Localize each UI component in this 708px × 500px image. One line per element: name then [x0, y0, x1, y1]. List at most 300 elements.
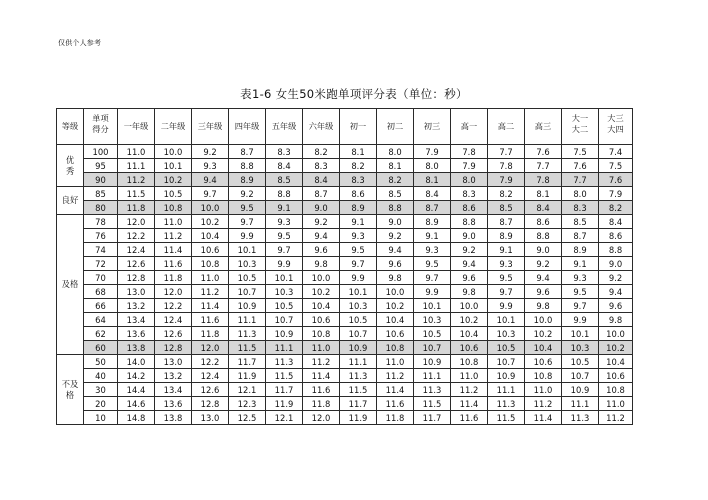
- time-cell: 9.6: [599, 299, 633, 313]
- time-cell: 10.3: [340, 299, 377, 313]
- time-cell: 7.5: [599, 159, 633, 173]
- time-cell: 10.3: [562, 341, 599, 355]
- time-cell: 10.7: [229, 285, 266, 299]
- time-cell: 8.8: [451, 215, 488, 229]
- time-cell: 11.4: [303, 369, 340, 383]
- time-cell: 9.0: [451, 229, 488, 243]
- time-cell: 12.8: [118, 271, 155, 285]
- time-cell: 7.7: [525, 159, 562, 173]
- time-cell: 14.4: [118, 383, 155, 397]
- time-cell: 7.6: [562, 159, 599, 173]
- time-cell: 10.2: [599, 341, 633, 355]
- time-cell: 11.4: [525, 411, 562, 425]
- time-cell: 10.8: [303, 327, 340, 341]
- time-cell: 13.4: [155, 383, 192, 397]
- table-row: [57, 299, 633, 313]
- time-cell: 10.9: [562, 383, 599, 397]
- time-cell: 9.3: [414, 243, 451, 257]
- time-cell: 8.6: [340, 187, 377, 201]
- time-cell: 10.2: [303, 285, 340, 299]
- time-cell: 11.2: [192, 285, 229, 299]
- table-row: [57, 145, 633, 159]
- time-cell: 13.8: [155, 411, 192, 425]
- level-pass-text-1: 及格: [61, 279, 79, 289]
- score-cell: 72: [84, 257, 118, 271]
- time-cell: 13.0: [192, 411, 229, 425]
- time-cell: 11.8: [377, 411, 414, 425]
- time-cell: 8.6: [451, 201, 488, 215]
- table-row: [57, 397, 633, 411]
- time-cell: 8.2: [303, 145, 340, 159]
- time-cell: 10.1: [155, 159, 192, 173]
- score-cell: 70: [84, 271, 118, 285]
- time-cell: 11.7: [266, 383, 303, 397]
- time-cell: 9.6: [451, 271, 488, 285]
- time-cell: 11.2: [599, 411, 633, 425]
- time-cell: 10.2: [155, 173, 192, 187]
- header-grade-14: 大二: [571, 124, 589, 134]
- table-row: [57, 271, 633, 285]
- time-cell: 9.6: [377, 257, 414, 271]
- header-level: 等级: [57, 109, 84, 145]
- score-cell: 40: [84, 369, 118, 383]
- time-cell: 10.6: [451, 341, 488, 355]
- time-cell: 8.7: [303, 187, 340, 201]
- time-cell: 9.0: [599, 257, 633, 271]
- time-cell: 12.1: [266, 411, 303, 425]
- time-cell: 8.9: [340, 201, 377, 215]
- time-cell: 12.0: [118, 215, 155, 229]
- table-row: [57, 383, 633, 397]
- time-cell: 13.6: [118, 327, 155, 341]
- time-cell: 10.1: [229, 243, 266, 257]
- time-cell: 8.8: [377, 201, 414, 215]
- time-cell: 11.3: [414, 383, 451, 397]
- time-cell: 10.5: [488, 341, 525, 355]
- time-cell: 10.5: [340, 313, 377, 327]
- header-grade-10: 高一: [451, 109, 488, 145]
- time-cell: 9.2: [525, 257, 562, 271]
- time-cell: 9.2: [303, 215, 340, 229]
- time-cell: 10.5: [414, 327, 451, 341]
- time-cell: 8.9: [488, 229, 525, 243]
- time-cell: 8.1: [340, 145, 377, 159]
- time-cell: 8.6: [525, 215, 562, 229]
- time-cell: 11.6: [451, 411, 488, 425]
- header-row: [57, 109, 633, 145]
- time-cell: 9.7: [266, 243, 303, 257]
- time-cell: 9.0: [525, 243, 562, 257]
- time-cell: 9.9: [414, 285, 451, 299]
- time-cell: 14.0: [118, 355, 155, 369]
- time-cell: 9.0: [303, 201, 340, 215]
- table-row: [57, 327, 633, 341]
- time-cell: 10.8: [155, 201, 192, 215]
- time-cell: 10.1: [414, 299, 451, 313]
- level-excellent: [57, 145, 84, 187]
- time-cell: 9.8: [451, 285, 488, 299]
- time-cell: 8.3: [303, 159, 340, 173]
- time-cell: 10.9: [229, 299, 266, 313]
- time-cell: 8.5: [488, 201, 525, 215]
- time-cell: 9.7: [414, 271, 451, 285]
- time-cell: 8.2: [377, 173, 414, 187]
- header-grade-15: 大三: [607, 113, 624, 123]
- time-cell: 10.0: [303, 271, 340, 285]
- time-cell: 10.0: [155, 145, 192, 159]
- time-cell: 11.1: [340, 355, 377, 369]
- time-cell: 9.9: [266, 257, 303, 271]
- time-cell: 9.3: [562, 271, 599, 285]
- time-cell: 9.4: [525, 271, 562, 285]
- time-cell: 9.7: [488, 285, 525, 299]
- time-cell: 7.7: [488, 145, 525, 159]
- time-cell: 11.6: [192, 313, 229, 327]
- time-cell: 11.0: [155, 215, 192, 229]
- time-cell: 10.4: [525, 341, 562, 355]
- time-cell: 9.3: [192, 159, 229, 173]
- header-grade-6: 六年级: [303, 109, 340, 145]
- time-cell: 10.4: [451, 327, 488, 341]
- time-cell: 11.2: [377, 369, 414, 383]
- time-cell: 9.1: [488, 243, 525, 257]
- time-cell: 11.5: [229, 341, 266, 355]
- time-cell: 13.0: [155, 355, 192, 369]
- header-grade-8: 初二: [377, 109, 414, 145]
- table-row: [57, 159, 633, 173]
- score-cell: 95: [84, 159, 118, 173]
- level-pass: [57, 215, 84, 355]
- time-cell: 7.6: [525, 145, 562, 159]
- time-cell: 10.8: [451, 355, 488, 369]
- time-cell: 8.7: [414, 201, 451, 215]
- time-cell: 7.9: [451, 159, 488, 173]
- time-cell: 14.2: [118, 369, 155, 383]
- time-cell: 12.6: [118, 257, 155, 271]
- time-cell: 13.6: [155, 397, 192, 411]
- time-cell: 8.5: [266, 173, 303, 187]
- table-title: 表1-6 女生50米跑单项评分表（单位：秒）: [240, 87, 468, 101]
- time-cell: 9.7: [340, 257, 377, 271]
- header-note: 仅供个人参考: [58, 39, 102, 47]
- time-cell: 10.9: [340, 341, 377, 355]
- table-row: [57, 187, 633, 201]
- time-cell: 11.4: [192, 299, 229, 313]
- time-cell: 11.1: [118, 159, 155, 173]
- time-cell: 10.7: [414, 341, 451, 355]
- time-cell: 9.8: [599, 313, 633, 327]
- time-cell: 9.5: [266, 229, 303, 243]
- time-cell: 8.8: [229, 159, 266, 173]
- time-cell: 10.8: [525, 369, 562, 383]
- time-cell: 8.7: [562, 229, 599, 243]
- time-cell: 8.9: [229, 173, 266, 187]
- score-cell: 50: [84, 355, 118, 369]
- time-cell: 10.1: [488, 313, 525, 327]
- time-cell: 10.9: [266, 327, 303, 341]
- header-grade-3: 三年级: [192, 109, 229, 145]
- score-cell: 85: [84, 187, 118, 201]
- score-cell: 10: [84, 411, 118, 425]
- time-cell: 14.8: [118, 411, 155, 425]
- time-cell: 10.2: [525, 327, 562, 341]
- time-cell: 11.5: [266, 369, 303, 383]
- time-cell: 11.2: [303, 355, 340, 369]
- time-cell: 9.7: [229, 215, 266, 229]
- time-cell: 11.1: [488, 383, 525, 397]
- time-cell: 10.6: [377, 327, 414, 341]
- score-table: [56, 108, 633, 425]
- score-cell: 60: [84, 341, 118, 355]
- time-cell: 10.8: [192, 257, 229, 271]
- time-cell: 11.0: [303, 341, 340, 355]
- time-cell: 10.2: [192, 215, 229, 229]
- time-cell: 9.6: [525, 285, 562, 299]
- time-cell: 7.8: [488, 159, 525, 173]
- time-cell: 9.4: [303, 229, 340, 243]
- time-cell: 11.7: [340, 397, 377, 411]
- time-cell: 11.3: [562, 411, 599, 425]
- time-cell: 11.3: [266, 355, 303, 369]
- table-row: [57, 243, 633, 257]
- time-cell: 11.9: [229, 369, 266, 383]
- time-cell: 9.3: [340, 229, 377, 243]
- time-cell: 12.3: [229, 397, 266, 411]
- time-cell: 8.0: [414, 159, 451, 173]
- time-cell: 11.6: [303, 383, 340, 397]
- time-cell: 8.7: [229, 145, 266, 159]
- time-cell: 12.6: [192, 383, 229, 397]
- time-cell: 9.3: [266, 215, 303, 229]
- time-cell: 7.8: [525, 173, 562, 187]
- time-cell: 12.4: [192, 369, 229, 383]
- time-cell: 11.3: [488, 397, 525, 411]
- score-cell: 30: [84, 383, 118, 397]
- time-cell: 11.0: [192, 271, 229, 285]
- time-cell: 11.9: [340, 411, 377, 425]
- time-cell: 9.4: [192, 173, 229, 187]
- time-cell: 11.6: [155, 257, 192, 271]
- time-cell: 12.1: [229, 383, 266, 397]
- time-cell: 7.4: [599, 145, 633, 159]
- time-cell: 11.1: [562, 397, 599, 411]
- header-grade-7: 初一: [340, 109, 377, 145]
- time-cell: 11.4: [377, 383, 414, 397]
- time-cell: 8.0: [451, 173, 488, 187]
- header-score-line2: 得分: [92, 124, 109, 134]
- time-cell: 8.1: [525, 187, 562, 201]
- time-cell: 10.3: [266, 285, 303, 299]
- time-cell: 10.5: [155, 187, 192, 201]
- header-grade-13-14: [562, 109, 599, 145]
- time-cell: 8.9: [414, 215, 451, 229]
- time-cell: 10.2: [451, 313, 488, 327]
- level-excellent-text-1: 优: [65, 154, 75, 165]
- time-cell: 8.0: [377, 145, 414, 159]
- time-cell: 11.8: [118, 201, 155, 215]
- time-cell: 11.1: [266, 341, 303, 355]
- table-row: [57, 341, 633, 355]
- time-cell: 11.3: [340, 369, 377, 383]
- time-cell: 8.9: [562, 243, 599, 257]
- score-cell: 90: [84, 173, 118, 187]
- table-row: [57, 201, 633, 215]
- time-cell: 10.4: [192, 229, 229, 243]
- time-cell: 11.3: [229, 327, 266, 341]
- time-cell: 9.5: [562, 285, 599, 299]
- header-score-line1: 单项: [92, 113, 109, 123]
- score-cell: 78: [84, 215, 118, 229]
- header-grade-13: 大一: [571, 113, 589, 123]
- time-cell: 9.0: [377, 215, 414, 229]
- time-cell: 7.7: [562, 173, 599, 187]
- time-cell: 12.5: [229, 411, 266, 425]
- time-cell: 9.9: [488, 299, 525, 313]
- table-row: [57, 369, 633, 383]
- time-cell: 12.2: [118, 229, 155, 243]
- score-cell: 80: [84, 201, 118, 215]
- time-cell: 10.4: [599, 355, 633, 369]
- time-cell: 8.1: [377, 159, 414, 173]
- time-cell: 11.1: [229, 313, 266, 327]
- time-cell: 8.2: [599, 201, 633, 215]
- time-cell: 9.4: [599, 285, 633, 299]
- time-cell: 12.8: [192, 397, 229, 411]
- score-cell: 20: [84, 397, 118, 411]
- time-cell: 10.2: [377, 299, 414, 313]
- time-cell: 7.9: [414, 145, 451, 159]
- time-cell: 10.4: [377, 313, 414, 327]
- score-cell: 100: [84, 145, 118, 159]
- time-cell: 10.3: [414, 313, 451, 327]
- time-cell: 12.6: [155, 327, 192, 341]
- time-cell: 10.7: [266, 313, 303, 327]
- time-cell: 8.4: [414, 187, 451, 201]
- time-cell: 9.5: [488, 271, 525, 285]
- time-cell: 9.2: [192, 145, 229, 159]
- time-cell: 10.3: [488, 327, 525, 341]
- time-cell: 9.9: [229, 229, 266, 243]
- time-cell: 7.6: [599, 173, 633, 187]
- time-cell: 10.8: [599, 383, 633, 397]
- time-cell: 9.2: [377, 229, 414, 243]
- table-row: [57, 285, 633, 299]
- time-cell: 13.8: [118, 341, 155, 355]
- time-cell: 8.3: [340, 173, 377, 187]
- time-cell: 9.9: [562, 313, 599, 327]
- time-cell: 11.0: [377, 355, 414, 369]
- time-cell: 9.4: [451, 257, 488, 271]
- time-cell: 11.2: [118, 173, 155, 187]
- table-row: [57, 215, 633, 229]
- time-cell: 8.3: [562, 201, 599, 215]
- time-cell: 14.6: [118, 397, 155, 411]
- time-cell: 9.5: [340, 243, 377, 257]
- time-cell: 11.7: [229, 355, 266, 369]
- time-cell: 9.6: [303, 243, 340, 257]
- time-cell: 8.4: [599, 215, 633, 229]
- time-cell: 8.1: [414, 173, 451, 187]
- time-cell: 12.0: [155, 285, 192, 299]
- time-cell: 11.0: [599, 397, 633, 411]
- table-body: [57, 145, 633, 425]
- time-cell: 13.2: [118, 299, 155, 313]
- score-cell: 66: [84, 299, 118, 313]
- time-cell: 7.9: [599, 187, 633, 201]
- time-cell: 11.8: [192, 327, 229, 341]
- time-cell: 9.9: [340, 271, 377, 285]
- time-cell: 8.8: [525, 229, 562, 243]
- time-cell: 10.5: [266, 299, 303, 313]
- level-fail-text-2: 格: [65, 389, 75, 400]
- level-excellent-text-2: 秀: [65, 165, 75, 176]
- header-grade-16: 大四: [607, 124, 624, 134]
- time-cell: 10.1: [266, 271, 303, 285]
- time-cell: 8.6: [599, 229, 633, 243]
- header-grade-4: 四年级: [229, 109, 266, 145]
- time-cell: 10.0: [192, 201, 229, 215]
- time-cell: 11.0: [525, 383, 562, 397]
- time-cell: 12.2: [192, 355, 229, 369]
- time-cell: 10.0: [599, 327, 633, 341]
- time-cell: 13.2: [155, 369, 192, 383]
- table-row: [57, 355, 633, 369]
- time-cell: 10.1: [562, 327, 599, 341]
- time-cell: 9.2: [229, 187, 266, 201]
- time-cell: 12.2: [155, 299, 192, 313]
- time-cell: 8.2: [488, 187, 525, 201]
- header-grade-11: 高二: [488, 109, 525, 145]
- time-cell: 11.2: [155, 229, 192, 243]
- level-good-text-1: 良好: [61, 195, 79, 205]
- time-cell: 10.5: [562, 355, 599, 369]
- time-cell: 9.8: [525, 299, 562, 313]
- time-cell: 9.1: [340, 215, 377, 229]
- time-cell: 7.9: [488, 173, 525, 187]
- table-row: [57, 173, 633, 187]
- score-cell: 64: [84, 313, 118, 327]
- time-cell: 10.0: [377, 285, 414, 299]
- time-cell: 11.9: [266, 397, 303, 411]
- time-cell: 10.7: [562, 369, 599, 383]
- time-cell: 10.7: [340, 327, 377, 341]
- time-cell: 9.8: [303, 257, 340, 271]
- time-cell: 8.3: [266, 145, 303, 159]
- time-cell: 12.8: [155, 341, 192, 355]
- time-cell: 11.8: [155, 271, 192, 285]
- time-cell: 11.8: [303, 397, 340, 411]
- time-cell: 10.0: [525, 313, 562, 327]
- time-cell: 10.1: [340, 285, 377, 299]
- level-fail-text-1: 不及: [61, 378, 79, 389]
- score-cell: 68: [84, 285, 118, 299]
- time-cell: 13.0: [118, 285, 155, 299]
- time-cell: 7.5: [562, 145, 599, 159]
- time-cell: 10.8: [377, 341, 414, 355]
- time-cell: 10.4: [303, 299, 340, 313]
- time-cell: 11.5: [488, 411, 525, 425]
- time-cell: 12.4: [118, 243, 155, 257]
- time-cell: 11.2: [525, 397, 562, 411]
- table-row: [57, 411, 633, 425]
- time-cell: 8.4: [266, 159, 303, 173]
- time-cell: 8.4: [525, 201, 562, 215]
- time-cell: 10.0: [451, 299, 488, 313]
- header-grade-5: 五年级: [266, 109, 303, 145]
- time-cell: 8.7: [488, 215, 525, 229]
- time-cell: 8.2: [340, 159, 377, 173]
- time-cell: 11.1: [414, 369, 451, 383]
